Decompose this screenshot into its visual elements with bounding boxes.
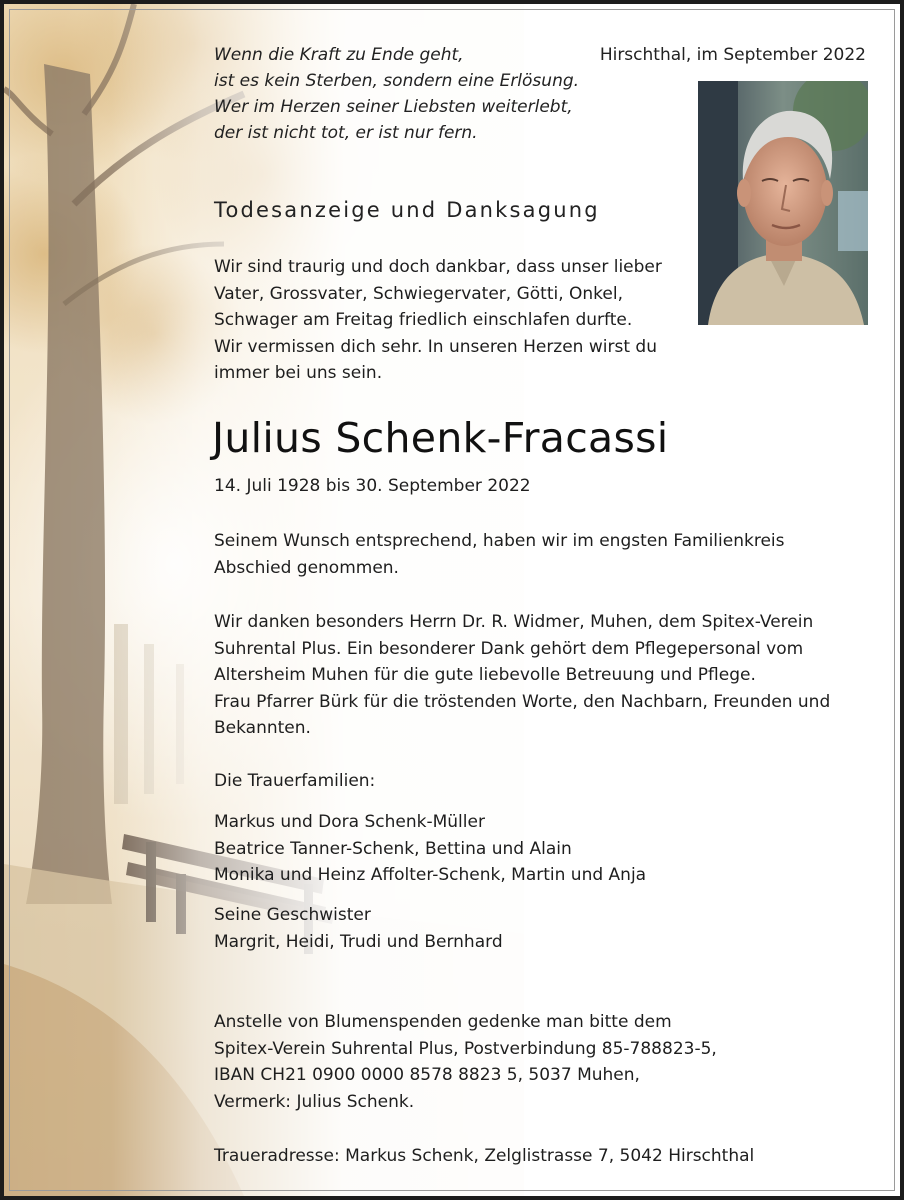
thanks-line: Wir danken besonders Herrn Dr. R. Widmer, Muhen, dem Spitex-Verein [214,612,814,632]
intro-line: Wir sind traurig und doch dankbar, dass unser lieber [214,257,662,277]
deceased-name: Julius Schenk-Fracassi [212,414,669,462]
thanks-line: Altersheim Muhen für die gute liebevolle Betreuung und Pflege. [214,665,756,685]
intro-line: Wir vermissen dich sehr. In unseren Herzen wirst du [214,336,657,357]
portrait-photo [698,81,868,325]
donation-line: IBAN CH21 0900 0000 8578 8823 5, 5037 Muhen, [214,1065,640,1085]
poem-line: Wer im Herzen seiner Liebsten weiterlebt, [214,97,573,117]
siblings [214,902,874,955]
life-dates: 14. Juli 1928 bis 30. September 2022 [214,476,531,496]
donation-line: Spitex-Verein Suhrental Plus, Postverbindung 85-788823-5, [214,1038,717,1059]
thanks-text [214,609,874,742]
donation-text [214,1009,874,1115]
intro-line: Schwager am Freitag friedlich einschlafen durfte. [214,310,633,330]
family-line: Monika und Heinz Affolter-Schenk, Martin und Anja [214,865,647,885]
thanks-line: Suhrental Plus. Ein besonderer Dank gehört dem Pflegepersonal vom [214,638,804,659]
families-list [214,809,874,889]
intro-line: Vater, Grossvater, Schwiegervater, Götti, Onkel, [214,283,624,304]
poem-line: ist es kein Sterben, sondern eine Erlösung. [214,71,580,91]
intro-line: immer bei uns sein. [214,363,383,383]
family-line: Beatrice Tanner-Schenk, Bettina und Alain [214,838,572,859]
place-and-date: Hirschthal, im September 2022 [599,45,866,65]
mourning-address: Traueradresse: Markus Schenk, Zelglistrasse 7, 5042 Hirschthal [214,1146,755,1166]
donation-line: Vermerk: Julius Schenk. [214,1091,415,1112]
notice-heading: Todesanzeige und Danksagung [214,198,600,222]
siblings-line: Margrit, Heidi, Trudi und Bernhard [214,931,503,952]
poem-line: Wenn die Kraft zu Ende geht, [214,45,464,65]
thanks-line: Bekannten. [214,718,311,738]
families-heading: Die Trauerfamilien: [214,771,376,791]
family-line: Markus und Dora Schenk-Müller [214,812,485,832]
donation-line: Anstelle von Blumenspenden gedenke man bitte dem [214,1012,672,1032]
farewell-line: Seinem Wunsch entsprechend, haben wir im engsten Familienkreis [214,531,785,551]
intro-text [214,254,684,387]
poem-line: der ist nicht tot, er ist nur fern. [214,123,478,143]
farewell-text [214,528,874,581]
farewell-line: Abschied genommen. [214,557,399,578]
poem [214,42,579,146]
thanks-line: Frau Pfarrer Bürk für die tröstenden Worte, den Nachbarn, Freunden und [214,691,831,712]
siblings-line: Seine Geschwister [214,905,371,925]
